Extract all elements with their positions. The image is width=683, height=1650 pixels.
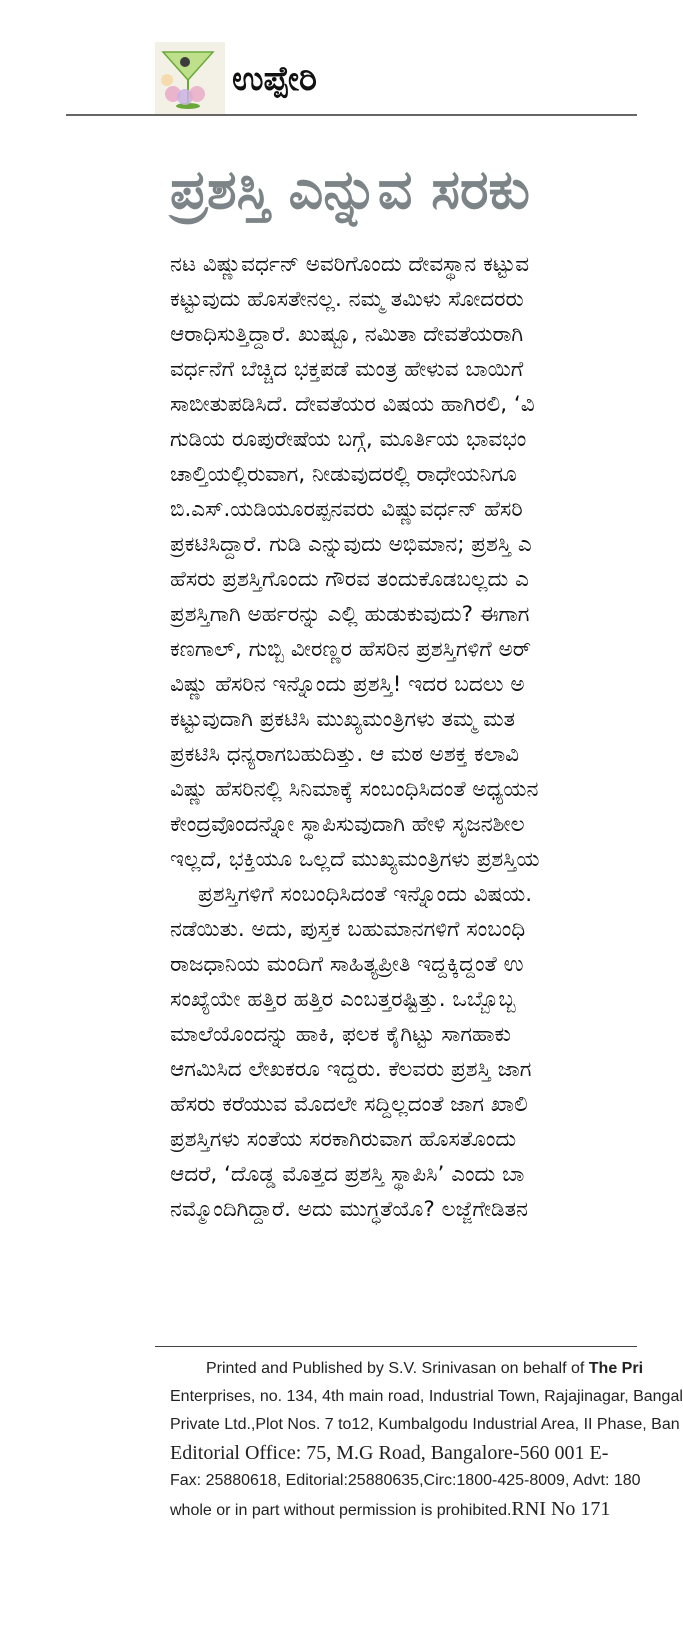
body-line: ಕಟ್ಟುವುದು ಹೊಸತೇನಲ್ಲ. ನಮ್ಮ ತಮಿಳು ಸೋದರರು — [170, 287, 524, 312]
body-line: ಹೆಸರು ಕರೆಯುವ ಮೊದಲೇ ಸದ್ದಿಲ್ಲದಂತೆ ಜಾಗ ಖಾಲಿ — [170, 1092, 528, 1117]
body-line: ಪ್ರಕಟಿಸಿ ಧನ್ಯರಾಗಬಹುದಿತ್ತು. ಆ ಮಠ ಅಶಕ್ತ ಕಲಾವಿ — [170, 742, 520, 767]
body-line: ಸಂಖ್ಯೆಯೇ ಹತ್ತಿರ ಹತ್ತಿರ ಎಂಬತ್ತರಷ್ಟಿತ್ತು. ಒಬ್ಬೊಬ್ಬ — [170, 987, 516, 1012]
body-line: ಆದರೆ, ‘ದೊಡ್ಡ ಮೊತ್ತದ ಪ್ರಶಸ್ತಿ ಸ್ಥಾಪಿಸಿ’ ಎಂದು ಬಾ — [170, 1162, 525, 1187]
imprint-line — [170, 1355, 644, 1383]
body-line: ಕೇಂದ್ರವೊಂದನ್ನೋ ಸ್ಥಾಪಿಸುವುದಾಗಿ ಹೇಳಿ ಸೃಜನಶೀಲ — [170, 812, 525, 837]
imprint-text: Printed and Published by S.V. Srinivasan on behalf of — [206, 1360, 585, 1377]
body-line: ಕಟ್ಟುವುದಾಗಿ ಪ್ರಕಟಿಸಿ ಮುಖ್ಯಮಂತ್ರಿಗಳು ತಮ್ಮ ಮತ — [170, 707, 515, 732]
body-line: ಕಣಗಾಲ್, ಗುಬ್ಬಿ ವೀರಣ್ಣರ ಹೆಸರಿನ ಪ್ರಶಸ್ತಿಗಳಿಗೆ ಅರ್ — [170, 637, 532, 662]
body-line: ವಿಷ್ಣು ಹೆಸರಿನ ಇನ್ನೊಂದು ಪ್ರಶಸ್ತಿ! ಇದರ ಬದಲು ಅ — [170, 672, 525, 697]
body-line: ಪ್ರಶಸ್ತಿಗಳಿಗೆ ಸಂಬಂಧಿಸಿದಂತೆ ಇನ್ನೊಂದು ವಿಷಯ. — [198, 882, 533, 907]
body-line: ಗುಡಿಯ ರೂಪುರೇಷೆಯ ಬಗ್ಗೆ, ಮೂರ್ತಿಯ ಭಾವಭಂ — [170, 427, 527, 452]
imprint-text: whole or in part without permission is prohibited. — [170, 1502, 512, 1519]
article-body — [170, 247, 637, 1227]
footer-divider — [155, 1346, 637, 1347]
publisher-name: The Pri — [588, 1360, 644, 1377]
body-line: ನಡೆಯಿತು. ಅದು, ಪುಸ್ತಕ ಬಹುಮಾನಗಳಿಗೆ ಸಂಬಂಧಿ — [170, 917, 526, 942]
body-line: ಚಾಲ್ತಿಯಲ್ಲಿರುವಾಗ, ನೀಡುವುದರಲ್ಲಿ ರಾಧೇಯನಿಗೂ — [170, 462, 517, 487]
body-line: ವರ್ಧನೆಗೆ ಬೆಚ್ಚಿದ ಭಕ್ತಪಡೆ ಮಂತ್ರ ಹೇಳುವ ಬಾಯಿಗೆ — [170, 357, 524, 382]
imprint-line: Enterprises, no. 134, 4th main road, Industrial Town, Rajajinagar, Bangal — [170, 1388, 683, 1405]
body-line: ಆಗಮಿಸಿದ ಲೇಖಕರೂ ಇದ್ದರು. ಕೆಲವರು ಪ್ರಶಸ್ತಿ ಜಾಗ — [170, 1057, 532, 1082]
body-line: ರಾಜಧಾನಿಯ ಮಂದಿಗೆ ಸಾಹಿತ್ಯಪ್ರೀತಿ ಇದ್ದಕ್ಕಿದ್ದಂತೆ ಉ — [170, 952, 524, 977]
body-line: ಇಲ್ಲದೆ, ಭಕ್ತಿಯೂ ಒಲ್ಲದೆ ಮುಖ್ಯಮಂತ್ರಿಗಳು ಪ್ರಶಸ್ತಿಯ — [170, 847, 540, 872]
body-line: ಮಾಲೆಯೊಂದನ್ನು ಹಾಕಿ, ಫಲಕ ಕೈಗಿಟ್ಟು ಸಾಗಹಾಕು — [170, 1022, 511, 1047]
body-line: ನಟ ವಿಷ್ಣುವರ್ಧನ್ ಅವರಿಗೊಂದು ದೇವಸ್ಥಾನ ಕಟ್ಟುವ — [170, 252, 529, 277]
section-title: ಉಪ್ಪೇರಿ — [232, 59, 317, 99]
editorial-office-line: Editorial Office: 75, M.G Road, Bangalore-560 001 E- — [170, 1442, 609, 1464]
body-line: ವಿಷ್ಣು ಹೆಸರಿನಲ್ಲಿ ಸಿನಿಮಾಕ್ಕೆ ಸಂಬಂಧಿಸಿದಂತೆ ಅಧ್ಯಯನ — [170, 777, 539, 802]
body-line: ಆರಾಧಿಸುತ್ತಿದ್ದಾರೆ. ಖುಷ್ಬೂ, ನಮಿತಾ ದೇವತೆಯರಾಗಿ — [170, 322, 524, 347]
article-title: ಪ್ರಶಸ್ತಿ ಎನ್ನುವ ಸರಕು — [170, 158, 530, 221]
cocktail-glass-icon — [155, 42, 225, 114]
body-line: ಸಾಬೀತುಪಡಿಸಿದೆ. ದೇವತೆಯರ ವಿಷಯ ಹಾಗಿರಲಿ, ‘ವಿ — [170, 392, 535, 417]
body-line: ನಮ್ಮೊಂದಿಗಿದ್ದಾರೆ. ಅದು ಮುಗ್ಧತೆಯೊ? ಲಜ್ಜೆಗೇಡಿತನ — [170, 1197, 528, 1222]
imprint-line — [170, 1495, 637, 1523]
rni-number: RNI No 171 — [511, 1498, 611, 1520]
imprint-line: Private Ltd.,Plot Nos. 7 to12, Kumbalgodu Industrial Area, II Phase, Ban — [170, 1416, 680, 1433]
header-divider — [66, 114, 637, 116]
imprint-line: Fax: 25880618, Editorial:25880635,Circ:1800-425-8009, Advt: 180 — [170, 1472, 641, 1489]
body-line: ಬಿ.ಎಸ್.ಯಡಿಯೂರಪ್ಪನವರು ವಿಷ್ಣುವರ್ಧನ್ ಹೆಸರಿ — [170, 497, 523, 522]
body-line: ಪ್ರಶಸ್ತಿಗಾಗಿ ಅರ್ಹರನ್ನು ಎಲ್ಲಿ ಹುಡುಕುವುದು? ಈಗಾಗ — [170, 602, 530, 627]
imprint-footer — [170, 1355, 683, 1523]
body-line: ಪ್ರಕಟಿಸಿದ್ದಾರೆ. ಗುಡಿ ಎನ್ನುವುದು ಅಭಿಮಾನ; ಪ್ರಶಸ್ತಿ ಎ — [170, 532, 532, 557]
body-line: ಹೆಸರು ಪ್ರಶಸ್ತಿಗೊಂದು ಗೌರವ ತಂದುಕೊಡಬಲ್ಲದು ಎ — [170, 567, 529, 592]
body-line: ಪ್ರಶಸ್ತಿಗಳು ಸಂತೆಯ ಸರಕಾಗಿರುವಾಗ ಹೊಸತೊಂದು — [170, 1127, 517, 1152]
